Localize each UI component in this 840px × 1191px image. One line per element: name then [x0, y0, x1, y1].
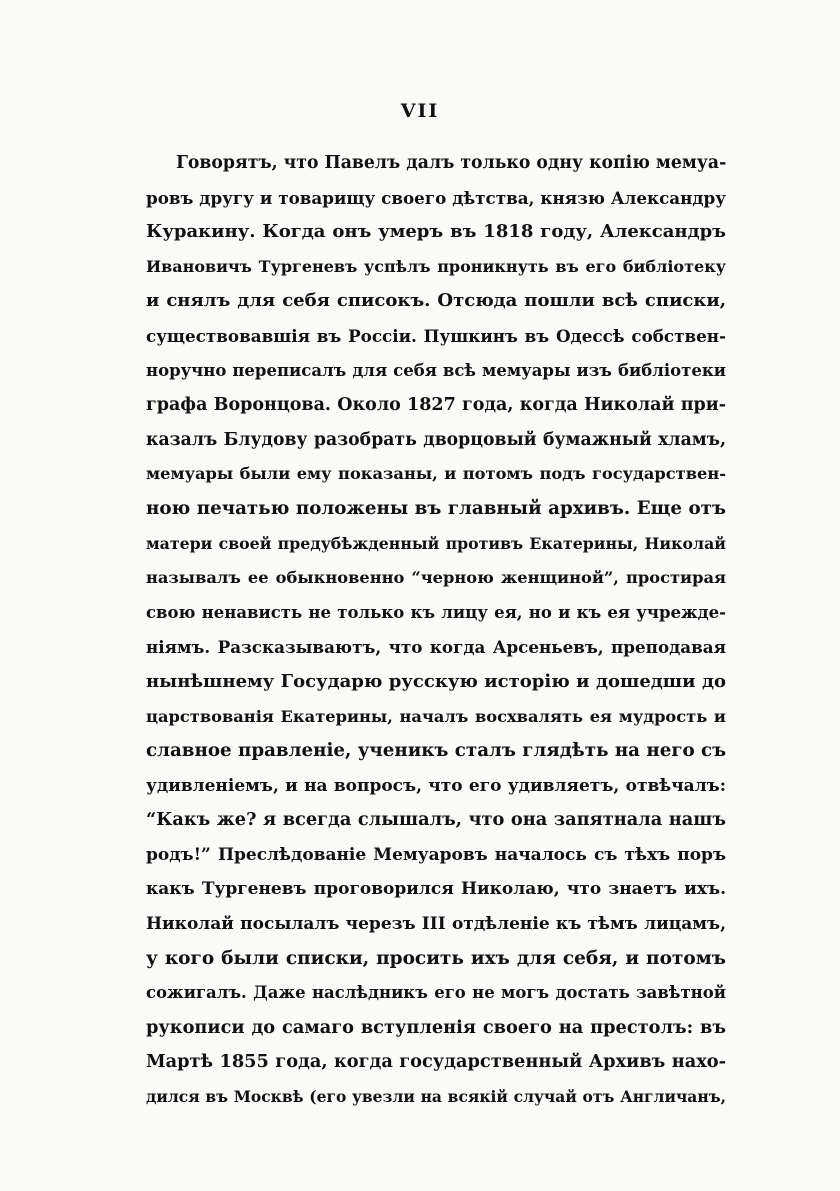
text-line: Ивановичъ Тургеневъ успѣлъ проникнуть въ его библіотеку — [146, 256, 726, 276]
text-line: называлъ ее обыкновенно “черною женщиной”, простирая — [146, 568, 726, 588]
text-line: “Какъ же? я всегда слышалъ, что она запятнала нашъ — [146, 809, 726, 831]
text-line: удивленіемъ, и на вопросъ, что его удивляетъ, отвѣчалъ: — [146, 775, 726, 796]
text-line: ровъ другу и товарищу своего дѣтства, князю Александру — [146, 187, 726, 208]
text-line: у кого были списки, просить ихъ для себя, и потомъ — [146, 947, 726, 969]
text-line: царствованія Екатерины, началъ восхвалять ея мудрость и — [146, 706, 726, 726]
text-line: свою ненависть не только къ лицу ея, но и къ ея учрежде- — [146, 602, 726, 622]
text-line: славное правленіе, ученикъ сталъ глядѣть на него съ — [146, 740, 726, 762]
text-line: сожигалъ. Даже наслѣдникъ его не могъ достать завѣтной — [146, 983, 726, 1003]
text-line: Николай посылалъ черезъ III отдѣленіе къ тѣмъ лицамъ, — [146, 914, 726, 935]
text-line: и снялъ для себя списокъ. Отсюда пошли всѣ списки, — [146, 290, 726, 312]
text-line: существовавшія въ Россіи. Пушкинъ въ Одессѣ собствен- — [146, 325, 726, 346]
text-line: ною печатью положены въ главный архивъ. Еще отъ — [146, 497, 726, 519]
text-line: ніямъ. Разсказываютъ, что когда Арсеньевъ, преподавая — [146, 637, 726, 658]
text-line: Говорятъ, что Павелъ далъ только одну копію мемуа- — [176, 153, 726, 173]
text-line: мемуары были ему показаны, и потомъ подъ государствен- — [146, 464, 726, 484]
text-line: дился въ Москвѣ (его увезли на всякій случай отъ Англичанъ, — [146, 1087, 726, 1107]
text-line: матери своей предубѣжденный противъ Екатерины, Николай — [146, 533, 726, 553]
text-line: графа Воронцова. Около 1827 года, когда Николай при- — [146, 395, 726, 416]
body-text — [146, 146, 726, 1115]
text-line: Мартѣ 1855 года, когда государственный Архивъ нахо- — [146, 1051, 726, 1073]
text-line: казалъ Блудову разобрать дворцовый бумажный хламъ, — [146, 429, 726, 450]
text-line: Куракину. Когда онъ умеръ въ 1818 году, Александръ — [146, 221, 726, 243]
text-line: какъ Тургеневъ проговорился Николаю, что знаетъ ихъ. — [146, 879, 726, 900]
text-line: рукописи до самаго вступленія своего на престолъ: въ — [146, 1016, 726, 1038]
text-line: нынѣшнему Государю русскую исторію и дошедши до — [146, 670, 726, 692]
text-line: норучно переписалъ для себя всѣ мемуары изъ библіотеки — [146, 360, 726, 380]
page-number: VII — [400, 100, 440, 122]
text-line: родъ!” Преслѣдованіе Мемуаровъ началось съ тѣхъ поръ — [146, 844, 726, 865]
